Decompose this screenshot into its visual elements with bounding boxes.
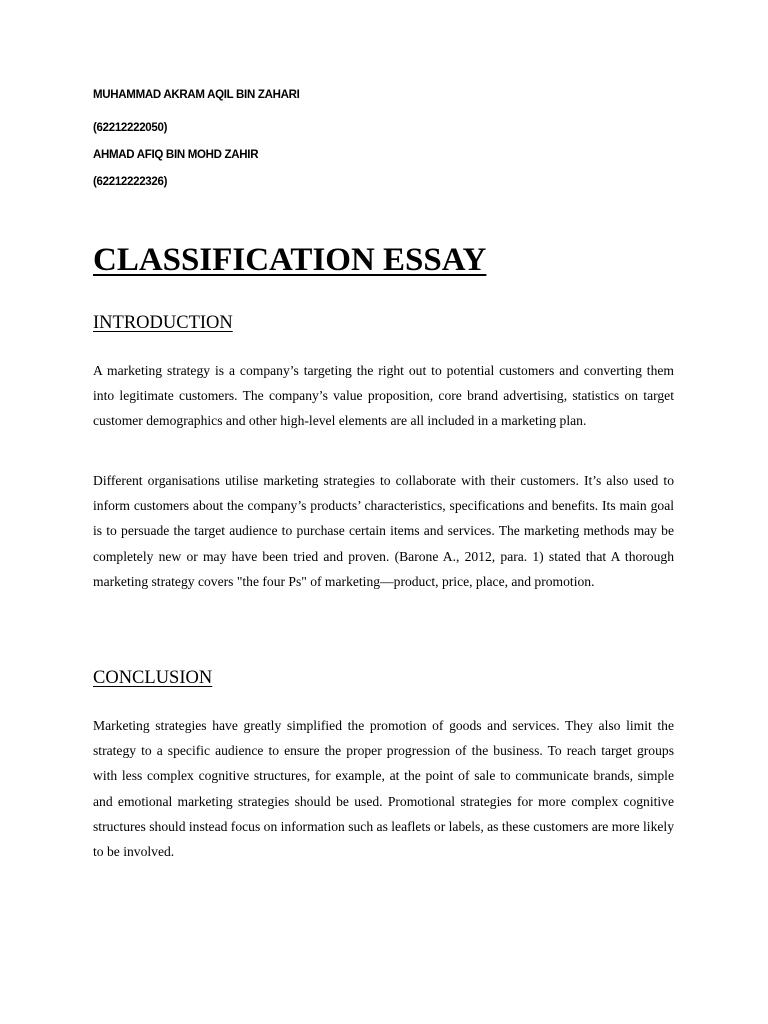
author-name-2: AHMAD AFIQ BIN MOHD ZAHIR <box>93 149 259 161</box>
author-name-1: MUHAMMAD AKRAM AQIL BIN ZAHARI <box>93 89 300 101</box>
section-heading-introduction: INTRODUCTION <box>93 313 233 333</box>
introduction-paragraph-1: A marketing strategy is a company’s targeting the right out to potential customers and converting them into legitimate customers. The company’s value proposition, core brand advertising, statistics on target customer demographics and other high-level elements are all included in a marketing plan. <box>93 363 674 429</box>
section-heading-conclusion: CONCLUSION <box>93 668 213 688</box>
author-id-1: (62212222050) <box>93 122 168 134</box>
essay-title: CLASSIFICATION ESSAY <box>93 242 487 278</box>
author-id-2: (62212222326) <box>93 176 168 188</box>
conclusion-paragraph: Marketing strategies have greatly simplified the promotion of goods and services. They also limit the strategy to a specific audience to ensure the proper progression of the business. To reach target groups with less complex cognitive structures, for example, at the point of sale to communicate brands, simple and emotional marketing strategies should be used. Promotional strategies for more complex cognitive structures should instead focus on information such as leaflets or labels, as these customers are more likely to be involved. <box>93 718 674 860</box>
introduction-paragraph-2: Different organisations utilise marketing strategies to collaborate with their customers. It’s also used to inform customers about the company’s products’ characteristics, specifications and benefits. Its main goal is to persuade the target audience to purchase certain items and services. The marketing methods may be completely new or may have been tried and proven. (Barone A., 2012, para. 1) stated that A thorough marketing strategy covers "the four Ps" of marketing—product, price, place, and promotion. <box>93 473 674 589</box>
